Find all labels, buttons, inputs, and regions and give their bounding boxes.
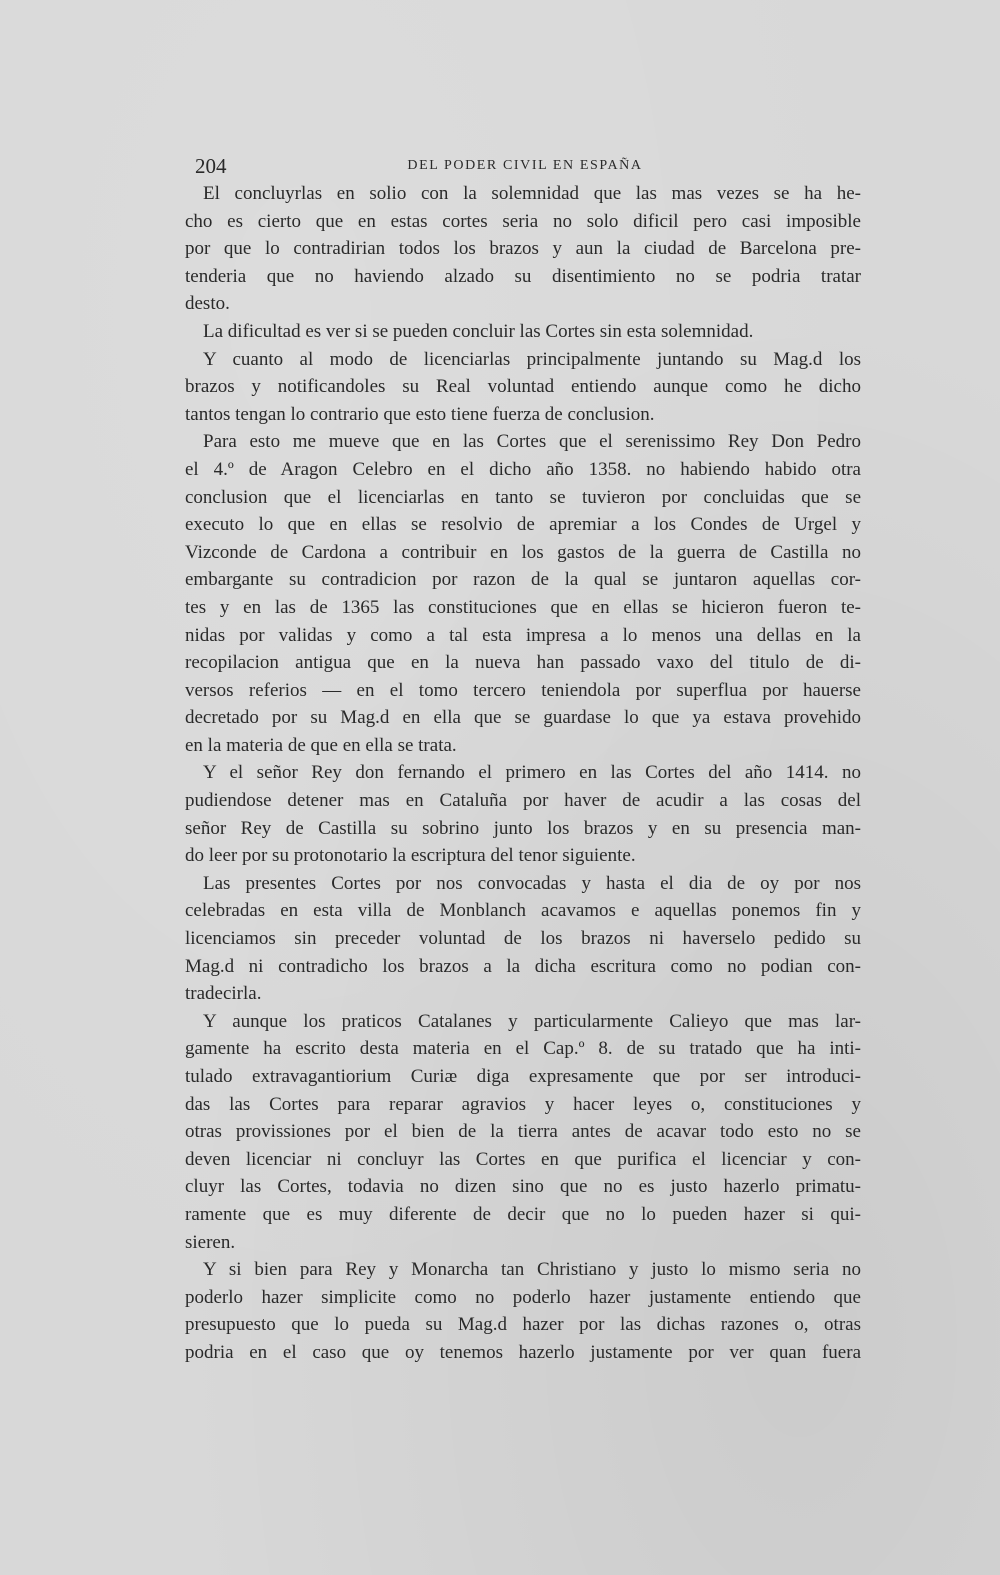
running-head: DEL PODER CIVIL EN ESPAÑA: [407, 158, 643, 173]
text-line: señor Rey de Castilla su sobrino junto los brazos y en su presencia man-: [185, 817, 861, 839]
text-line: el 4.º de Aragon Celebro en el dicho año 1358. no habiendo habido otra: [185, 458, 861, 480]
text-line: Y aunque los praticos Catalanes y particularmente Calieyo que mas lar-: [203, 1010, 861, 1032]
text-line: tulado extravagantiorium Curiæ diga expresamente que por ser introduci-: [185, 1066, 861, 1087]
text-line: desto.: [185, 293, 230, 315]
text-line: recopilacion antigua que en la nueva han passado vaxo del titulo de di-: [185, 652, 861, 674]
text-line: deven licenciar ni concluyr las Cortes en que purifica el licenciar y con-: [185, 1148, 861, 1170]
paragraph: [185, 428, 861, 759]
text-line: sieren.: [185, 1231, 236, 1253]
body-text: [185, 180, 861, 1367]
paragraph: [185, 759, 861, 869]
text-line: das las Cortes para reparar agravios y hacer leyes o, constituciones y: [185, 1093, 861, 1115]
paragraph: [185, 1008, 861, 1256]
text-line: Y si bien para Rey y Monarcha tan Christiano y justo lo mismo seria no: [203, 1259, 861, 1281]
text-line: Para esto me mueve que en las Cortes que el serenissimo Rey Don Pedro: [203, 431, 861, 453]
text-line: presupuesto que lo pueda su Mag.d hazer por las dichas razones o, otras: [185, 1314, 861, 1336]
text-line: Y cuanto al modo de licenciarlas principalmente juntando su Mag.d los: [203, 348, 861, 370]
text-line: cho es cierto que en estas cortes seria no solo dificil pero casi imposible: [185, 210, 861, 232]
text-line: pudiendose detener mas en Cataluña por haver de acudir a las cosas del: [185, 790, 861, 812]
text-line: tantos tengan lo contrario que esto tiene fuerza de conclusion.: [185, 403, 655, 425]
text-line: gamente ha escrito desta materia en el Cap.º 8. de su tratado que ha inti-: [185, 1038, 861, 1060]
text-line: podria en el caso que oy tenemos hazerlo justamente por ver quan fuera: [185, 1341, 861, 1363]
text-line: en la materia de que en ella se trata.: [185, 734, 457, 756]
page-number: 204: [195, 154, 227, 178]
text-line: decretado por su Mag.d en ella que se guardase lo que ya estava provehido: [185, 707, 861, 729]
text-line: ramente que es muy diferente de decir que no lo pueden hazer si qui-: [185, 1203, 861, 1225]
paragraph: [185, 318, 861, 346]
text-line: nidas por validas y como a tal esta impresa a lo menos una dellas en la: [185, 624, 861, 646]
paragraph: [185, 870, 861, 1008]
paragraph: [185, 180, 861, 318]
text-line: otras provissiones por el bien de la tierra antes de acavar todo esto no se: [185, 1121, 861, 1143]
text-line: El concluyrlas en solio con la solemnidad que las mas vezes se ha he-: [203, 183, 861, 204]
text-line: La dificultad es ver si se pueden concluir las Cortes sin esta solemnidad.: [203, 320, 754, 342]
paragraph: [185, 346, 861, 429]
text-line: celebradas en esta villa de Monblanch acavamos e aquellas ponemos fin y: [185, 900, 861, 922]
text-line: poderlo hazer simplicite como no poderlo hazer justamente entiendo que: [185, 1286, 861, 1308]
text-line: tes y en las de 1365 las constituciones que en ellas se hicieron fueron te-: [185, 596, 861, 618]
text-line: Mag.d ni contradicho los brazos a la dicha escritura como no podian con-: [185, 955, 861, 977]
text-line: tradecirla.: [185, 983, 262, 1005]
text-line: por que lo contradirian todos los brazos y aun la ciudad de Barcelona pre-: [185, 238, 861, 260]
text-line: versos referios — en el tomo tercero teniendola por superflua por hauerse: [185, 679, 861, 701]
text-line: Y el señor Rey don fernando el primero en las Cortes del año 1414. no: [203, 762, 861, 784]
text-line: Vizconde de Cardona a contribuir en los gastos de la guerra de Castilla no: [185, 541, 861, 563]
text-line: licenciamos sin preceder voluntad de los brazos ni haverselo pedido su: [185, 928, 861, 950]
text-line: cluyr las Cortes, todavia no dizen sino que no es justo hazerlo primatu-: [185, 1176, 861, 1198]
paragraph: [185, 1256, 861, 1366]
text-line: executo lo que en ellas se resolvio de apremiar a los Condes de Urgel y: [185, 514, 861, 536]
text-line: do leer por su protonotario la escriptura del tenor siguiente.: [185, 845, 636, 867]
text-line: conclusion que el licenciarlas en tanto se tuvieron por concluidas que se: [185, 486, 861, 508]
text-line: brazos y notificandoles su Real voluntad entiendo aunque como he dicho: [185, 376, 861, 398]
text-line: Las presentes Cortes por nos convocadas y hasta el dia de oy por nos: [203, 872, 861, 894]
text-line: embargante su contradicion por razon de la qual se juntaron aquellas cor-: [185, 569, 861, 591]
text-line: tenderia que no haviendo alzado su disentimiento no se podria tratar: [185, 265, 861, 287]
page-header: [185, 152, 865, 182]
